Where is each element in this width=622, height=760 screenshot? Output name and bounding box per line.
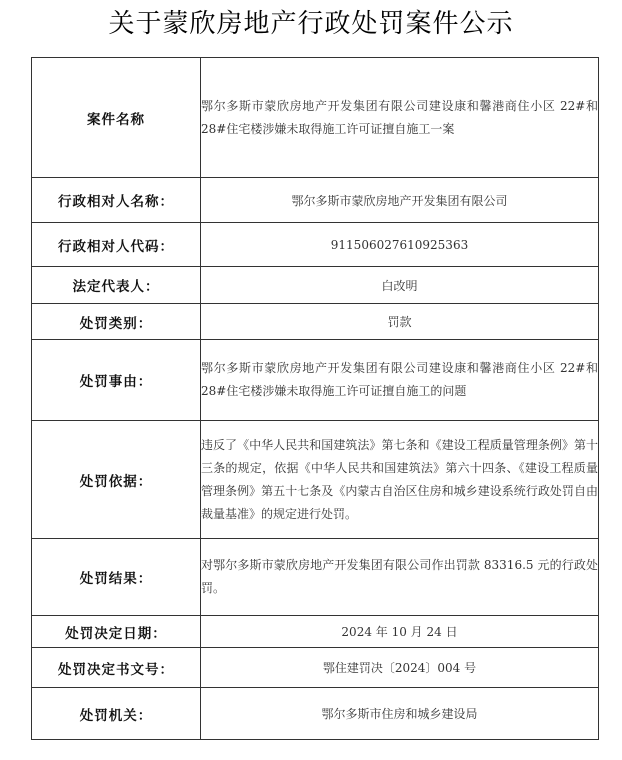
row-decision-date: [32, 616, 599, 648]
row-party-code: [32, 223, 599, 267]
value-penalty-reason: 鄂尔多斯市蒙欣房地产开发集团有限公司建设康和馨港商住小区 22#和 28#住宅楼涉嫌未取得施工许可证擅自施工的问题: [201, 340, 599, 421]
row-penalty-result: [32, 539, 599, 616]
value-party-name: 鄂尔多斯市蒙欣房地产开发集团有限公司: [201, 178, 599, 223]
row-case-name: [32, 58, 599, 178]
value-decision-date: 2024 年 10 月 24 日: [201, 616, 599, 648]
label-party-code: 行政相对人代码：: [32, 223, 201, 267]
row-decision-number: [32, 648, 599, 688]
label-case-name: 案件名称: [32, 58, 201, 178]
label-legal-rep: 法定代表人：: [32, 267, 201, 304]
value-penalty-basis: 违反了《中华人民共和国建筑法》第七条和《建设工程质量管理条例》第十三条的规定，依据《中华人民共和国建筑法》第六十四条、《建设工程质量管理条例》第五十七条及《内蒙古自治区住房和城乡建设系统行政处罚自由裁量基准》的规定进行处罚。: [201, 421, 599, 539]
page-title: 关于蒙欣房地产行政处罚案件公示: [108, 9, 514, 39]
row-penalty-type: [32, 304, 599, 340]
label-penalty-basis: 处罚依据：: [32, 421, 201, 539]
label-decision-date: 处罚决定日期：: [32, 616, 201, 648]
value-penalty-type: 罚款: [201, 304, 599, 340]
row-penalty-basis: [32, 421, 599, 539]
value-penalty-result: 对鄂尔多斯市蒙欣房地产开发集团有限公司作出罚款 83316.5 元的行政处罚。: [201, 539, 599, 616]
row-party-name: [32, 178, 599, 223]
label-authority: 处罚机关：: [32, 688, 201, 740]
label-penalty-type: 处罚类别：: [32, 304, 201, 340]
label-penalty-reason: 处罚事由：: [32, 340, 201, 421]
value-case-name: 鄂尔多斯市蒙欣房地产开发集团有限公司建设康和馨港商住小区 22#和 28#住宅楼涉嫌未取得施工许可证擅自施工一案: [201, 58, 599, 178]
label-decision-number: 处罚决定书文号：: [32, 648, 201, 688]
case-info-table: [31, 57, 599, 740]
label-penalty-result: 处罚结果：: [32, 539, 201, 616]
value-decision-number: 鄂住建罚决〔2024〕004 号: [201, 648, 599, 688]
value-party-code: 911506027610925363: [201, 223, 599, 267]
label-party-name: 行政相对人名称：: [32, 178, 201, 223]
row-legal-rep: [32, 267, 599, 304]
value-legal-rep: 白改明: [201, 267, 599, 304]
value-authority: 鄂尔多斯市住房和城乡建设局: [201, 688, 599, 740]
row-penalty-reason: [32, 340, 599, 421]
row-authority: [32, 688, 599, 740]
